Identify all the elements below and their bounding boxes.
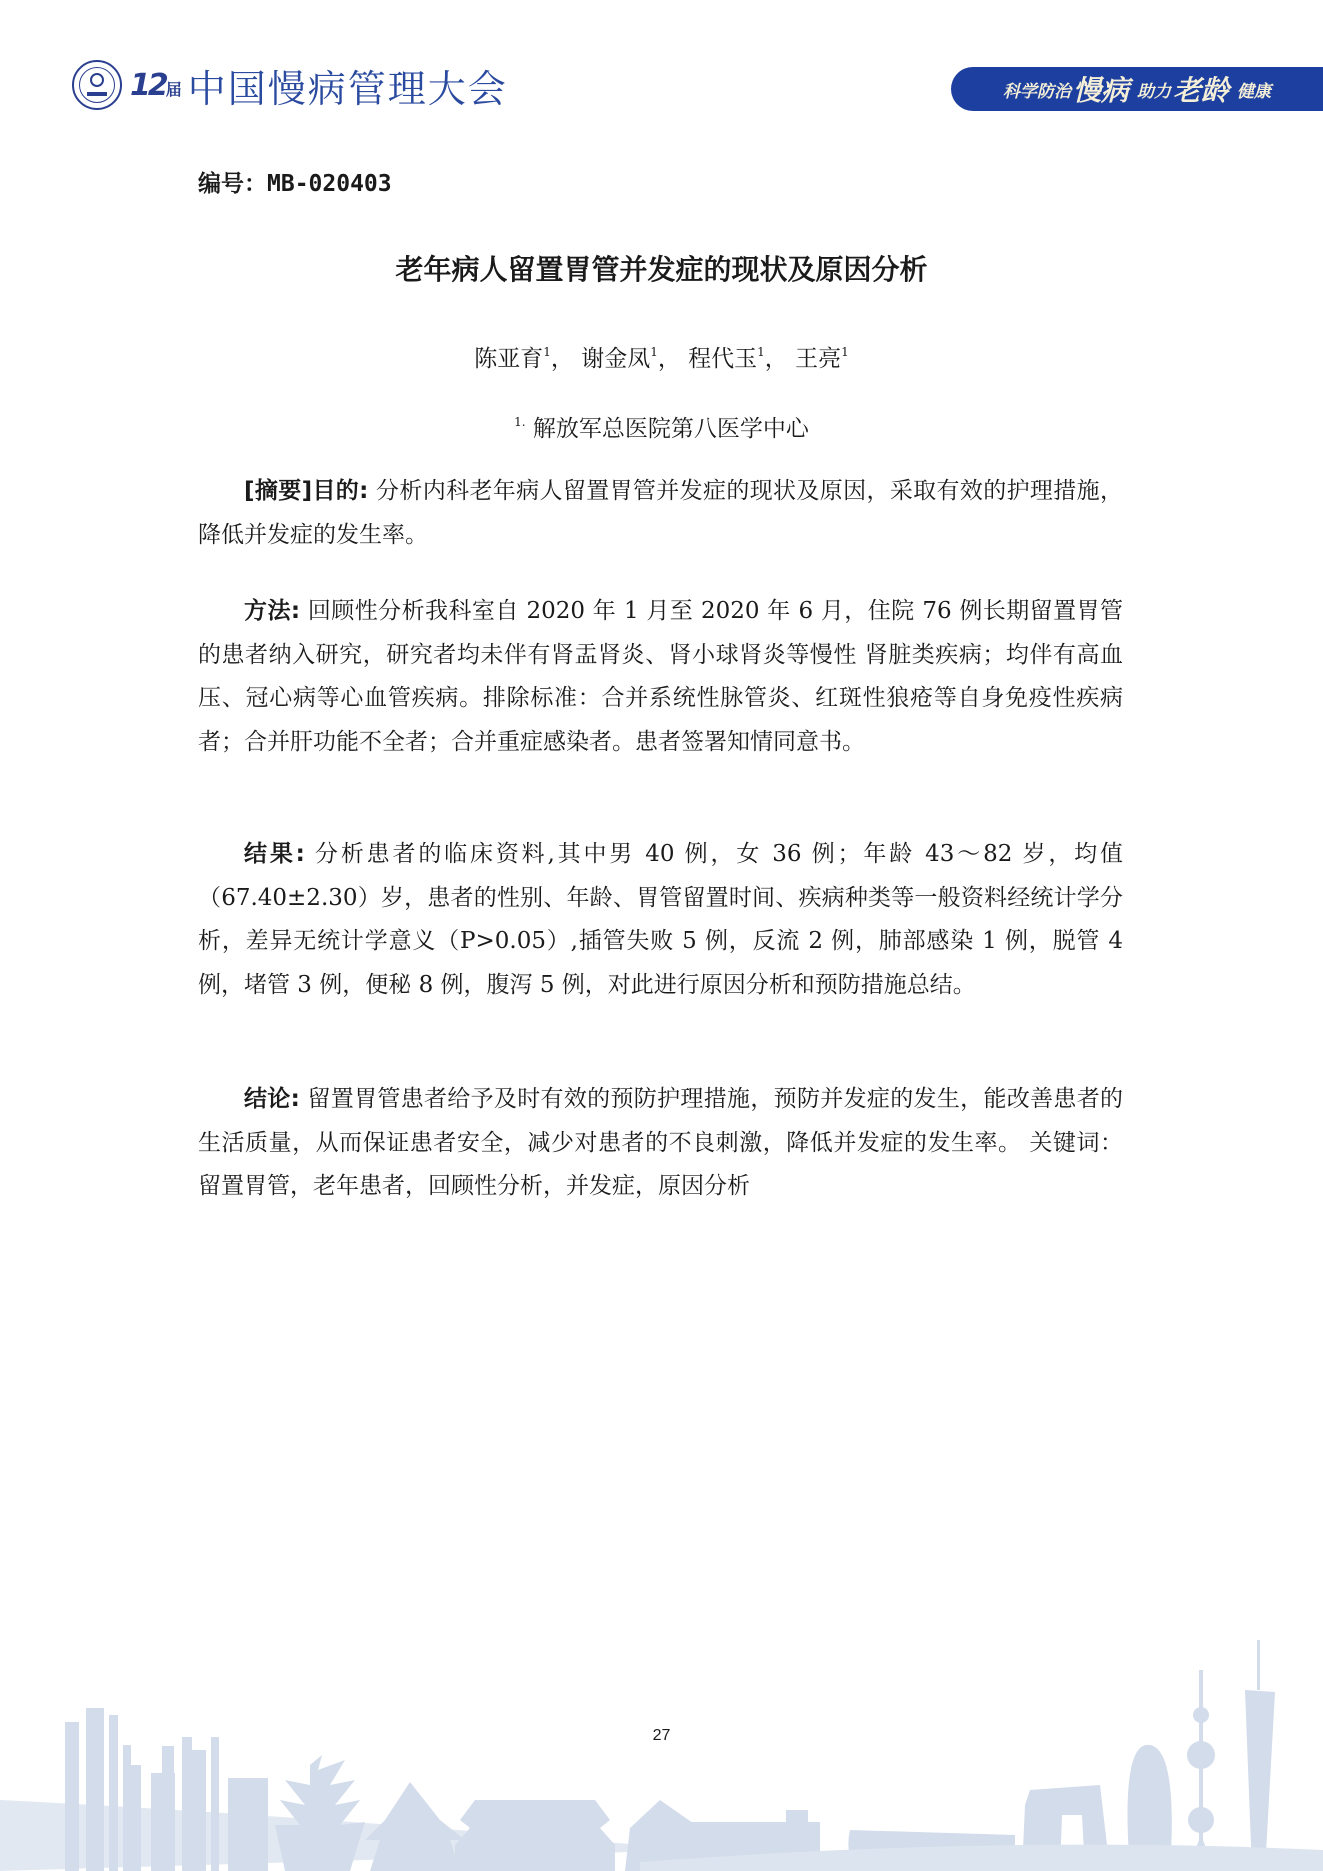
slogan-text: 健康 (1237, 81, 1272, 102)
abstract-objective: [摘要]目的: 分析内科老年病人留置胃管并发症的现状及原因，采取有效的护理措施，降低并发症的发生率。 (198, 478, 1123, 548)
author: 谢金凤 (581, 346, 651, 372)
slogan-text: 老龄 (1173, 74, 1230, 107)
author: 陈亚育 (474, 346, 544, 372)
society-emblem-icon (72, 60, 122, 110)
slogan-text: 科学防治 (1002, 81, 1071, 102)
abstract-conclusion: 结论: 留置胃管患者给予及时有效的预防护理措施，预防并发症的发生，能改善患者的生活质量，从而保证患者安全，减少对患者的不良刺激，降低并发症的发生率。 关键词：留置胃管，老年患者，回顾性分析，并发症，原因分析 (198, 1086, 1124, 1199)
slogan-text: 慢病 (1072, 74, 1129, 107)
paper-title: 老年病人留置胃管并发症的现状及原因分析 (395, 253, 928, 286)
author: 王亮 (795, 346, 842, 372)
affiliation: $^{1.}$ 解放军总医院第八医学中心 (514, 415, 809, 442)
conference-name: 中国慢病管理大会 (187, 66, 508, 111)
slogan-banner (951, 67, 1323, 111)
abstract-results: 结果: 分析患者的临床资料,其中男 40 例，女 36 例；年龄 43～82 岁，均值（67.40±2.30）岁，患者的性别、年龄、胃管留置时间、疾病种类等一般资料经统计学分析，差异无统计学意义（P>0.05）,插管失败 5 例，反流 2 例，肺部感染 1 例，脱管 4 例，堵管 3 例，便秘 8 例，腹泻 5 例，对此进行原因分析和预防措施总结。 (198, 841, 1123, 998)
page-number: 27 (652, 1727, 671, 1744)
session-mark: 12届 (130, 67, 182, 103)
conference-logo (72, 55, 508, 115)
author-list: 陈亚育$^1$， 谢金凤$^1$， 程代玉$^1$， 王亮$^1$ (474, 345, 849, 372)
abstract-methods: 方法: 回顾性分析我科室自 2020 年 1 月至 2020 年 6 月，住院 76 例长期留置胃管的患者纳入研究，研究者均未伴有肾盂肾炎、肾小球肾炎等慢性 肾脏类疾病；均伴有高血压、冠心病等心血管疾病。排除标准：合并系统性脉管炎、红斑性狼疮等自身免疫性疾病者；合并肝功能不全者；合并重症感染者。患者签署知情同意书。 (198, 598, 1123, 755)
slogan-text: 助力 (1137, 81, 1171, 102)
document-code: 编号：MB-020403 (198, 171, 392, 197)
author: 程代玉 (688, 346, 758, 372)
